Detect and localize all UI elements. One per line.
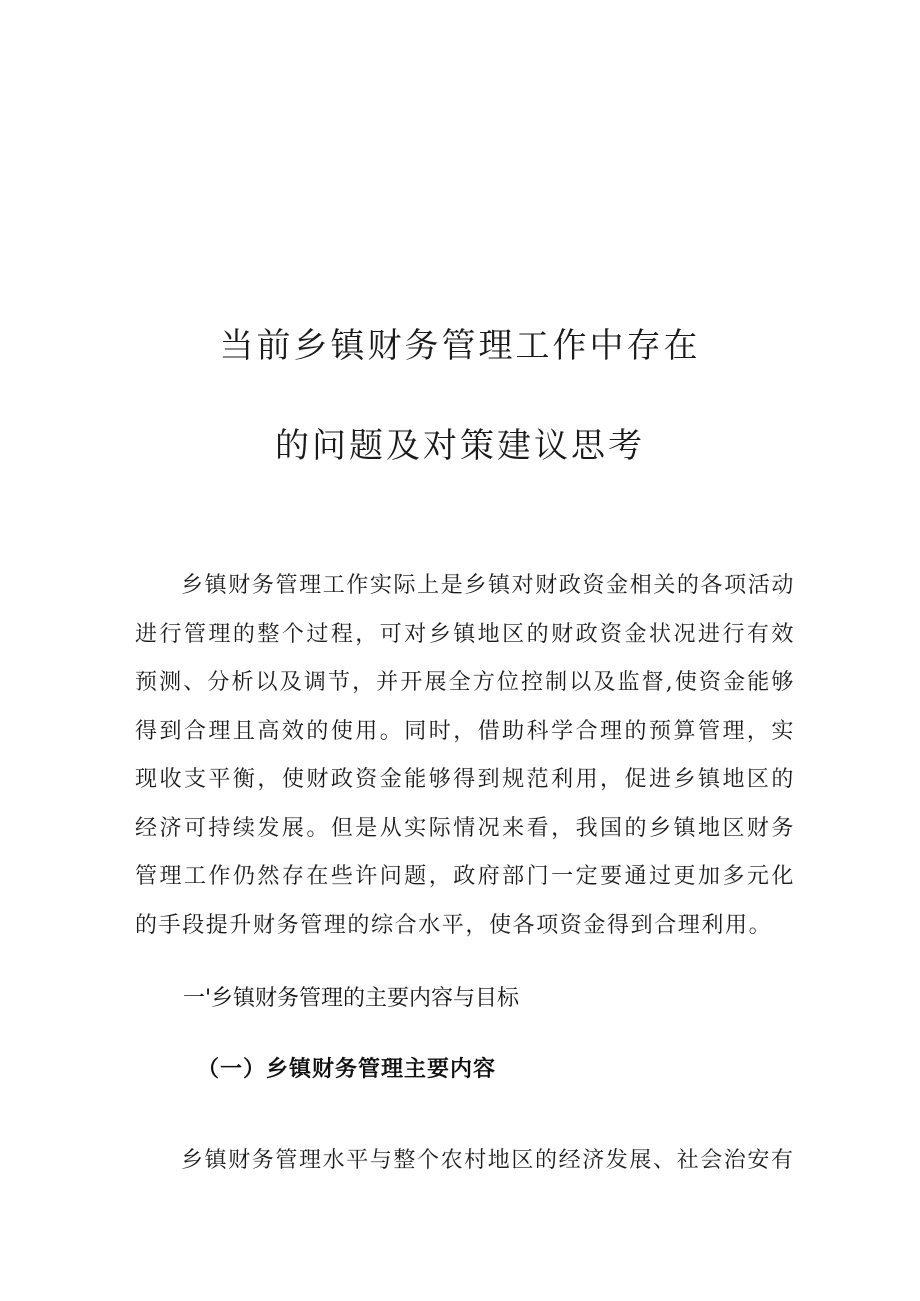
document-title-line-1: 当前乡镇财务管理工作中存在	[219, 326, 701, 366]
document-title-line-2: 的问题及对策建议思考	[275, 426, 645, 466]
section-heading: 一'乡镇财务管理的主要内容与目标	[183, 986, 520, 1011]
subsection-paragraph: 乡镇财务管理水平与整个农村地区的经济发展、社会治安有	[181, 1148, 795, 1173]
subsection-heading: （一）乡镇财务管理主要内容	[197, 1056, 497, 1082]
intro-paragraph: 乡镇财务管理工作实际上是乡镇对财政资金相关的各项活动进行管理的整个过程，可对乡镇地区的财政资金状况进行有效预测、分析以及调节，并开展全方位控制以及监督,使资金能够得到合理且高效的使用。同时，借助科学合理的预算管理，实现收支平衡，使财政资金能够得到规范利用，促进乡镇地区的经济可持续发展。但是从实际情况来看，我国的乡镇地区财务管理工作仍然存在些许问题，政府部门一定要通过更加多元化的手段提升财务管理的综合水平，使各项资金得到合理利用。	[135, 573, 795, 938]
